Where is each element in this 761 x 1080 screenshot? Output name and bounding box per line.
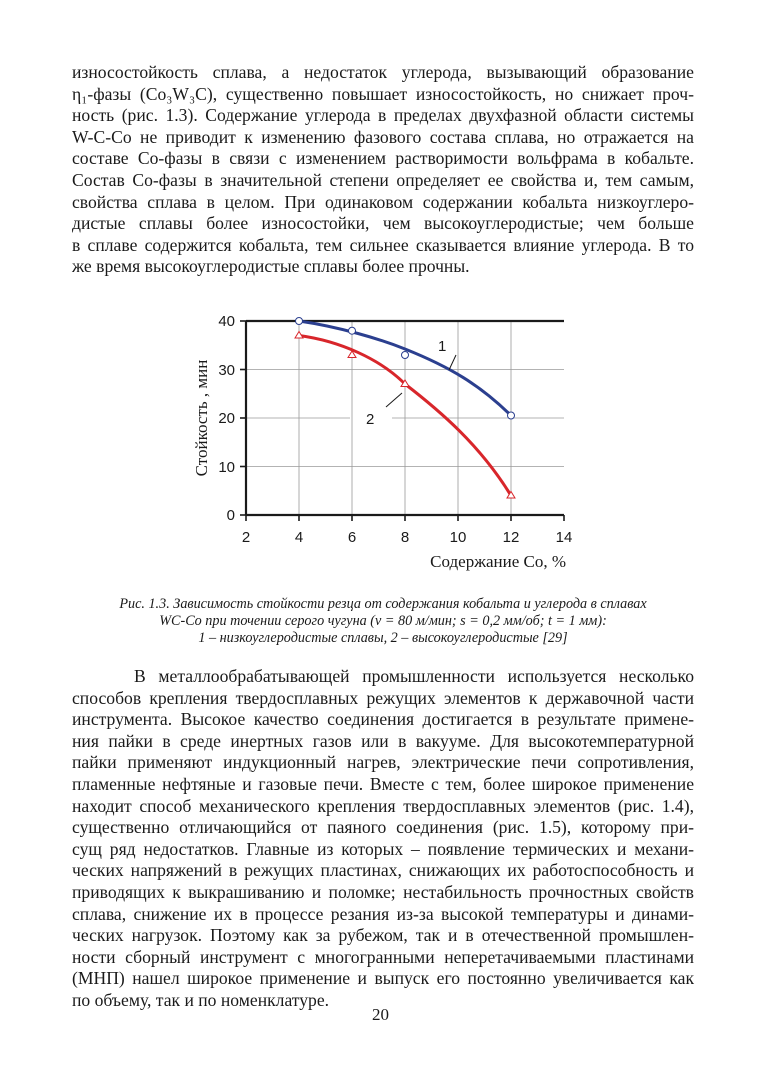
text-line: ния пайки в среде инертных газов или в вакууме. Для высокотемпературной: [72, 730, 694, 751]
y-axis-label: Стойкость , мин: [192, 359, 211, 477]
text-line: сплава, снижение их в процессе резания из-за высокой температуры и динами-: [72, 903, 694, 924]
text-line: же время высокоуглеродистые сплавы более прочны.: [72, 256, 470, 277]
tool-life-chart: [180, 305, 580, 580]
curve-1-leader: [449, 355, 456, 370]
text-line: составе Co-фазы в связи с изменением растворимости вольфрама в кобальте.: [72, 148, 694, 169]
text-line: приводящих к выкрашиванию и поломке; нестабильность прочностных свойств: [72, 881, 694, 902]
text-line: ческих напряжений в режущих пластинах, снижающих их работоспособность и: [72, 860, 694, 881]
curve-1-label: 1: [438, 338, 447, 355]
y-tick-10: 10: [218, 459, 235, 476]
x-tick-12: 12: [502, 529, 520, 546]
x-axis-label: Содержание Co, %: [430, 552, 566, 571]
text-line: способов крепления твердосплавных режущих элементов к державочной части: [72, 687, 694, 708]
curve-2-label: 2: [366, 411, 375, 428]
y-tick-0: 0: [226, 507, 235, 524]
tick-marks: [240, 321, 564, 521]
text-line: Состав Co-фазы в значительной степени определяет ее свойства и, тем самым,: [72, 169, 694, 190]
text-line: сущ ряд недостатков. Главные из которых – появление термических и механи-: [72, 838, 694, 859]
text-line: η₁-фазы (Co₃W₃C), существенно повышает износостойкость, но снижает проч-: [72, 83, 694, 104]
text-line: ности сборный инструмент с многогранными неперетачиваемыми пластинами: [72, 946, 694, 967]
text-line: пайки применяют индукционный нагрев, электрические печи сопротивления,: [72, 752, 694, 773]
x-tick-10: 10: [449, 529, 467, 546]
text-line: ческих нагрузок. Поэтому как за рубежом, так и в отечественной промышлен-: [72, 925, 694, 946]
text-line: (МНП) нашел широкое применение и выпуск его постоянно увеличивается как: [72, 968, 694, 989]
text-line: ность (рис. 1.3). Содержание углерода в пределах двухфазной области системы: [72, 105, 694, 126]
text-line: инструмента. Высокое качество соединения достигается в результате примене-: [72, 709, 694, 730]
y-tick-40: 40: [218, 313, 235, 330]
y-tick-20: 20: [218, 410, 235, 427]
x-tick-8: 8: [400, 529, 410, 546]
caption-line: 1 – низкоуглеродистые сплавы, 2 – высокоуглеродистые [29]: [198, 630, 568, 646]
caption-line: Рис. 1.3. Зависимость стойкости резца от содержания кобальта и углерода в сплавах: [119, 596, 647, 612]
paragraph-tool-mounting: [72, 666, 694, 1012]
x-tick-6: 6: [347, 529, 357, 546]
paragraph-carbon-effect: [72, 62, 694, 278]
text-line: существенно отличающийся от паяного соединения (рис. 1.5), которому при-: [72, 817, 694, 838]
x-tick-labels: [242, 529, 573, 546]
text-line: в сплаве содержится кобальта, тем сильнее сказывается влияние углерода. В то: [72, 234, 694, 255]
x-tick-14: 14: [555, 529, 573, 546]
text-line: находит способ механического крепления твердосплавных элементов (рис. 1.4),: [72, 795, 694, 816]
text-line: износостойкость сплава, а недостаток углерода, вызывающий образование: [72, 62, 694, 82]
y-tick-30: 30: [218, 362, 235, 379]
text-line: дистые сплавы более износостойки, чем высокоуглеродистые; чем больше: [72, 213, 694, 234]
y-tick-labels: [218, 313, 235, 524]
text-line: свойства сплава в целом. При одинаковом содержании кобальта низкоуглеро-: [72, 191, 694, 212]
x-tick-4: 4: [294, 529, 304, 546]
page-number: 20: [372, 1005, 389, 1024]
text-line: W-C-Co не приводит к изменению фазового состава сплава, но отражается на: [72, 126, 694, 147]
curve-2-leader: [386, 393, 402, 407]
text-line: В металлообрабатывающей промышленности используется несколько: [134, 666, 694, 686]
x-tick-2: 2: [241, 529, 251, 546]
caption-line: WC-Co при точении серого чугуна (v = 80 м/мин; s = 0,2 мм/об; t = 1 мм):: [159, 613, 607, 629]
text-line: по объему, так и по номенклатуре.: [72, 989, 330, 1010]
figure-chart: [180, 305, 580, 580]
figure-caption: [72, 596, 694, 647]
text-line: пламенные нефтяные и газовые печи. Вместе с тем, более широкое применение: [72, 773, 694, 794]
